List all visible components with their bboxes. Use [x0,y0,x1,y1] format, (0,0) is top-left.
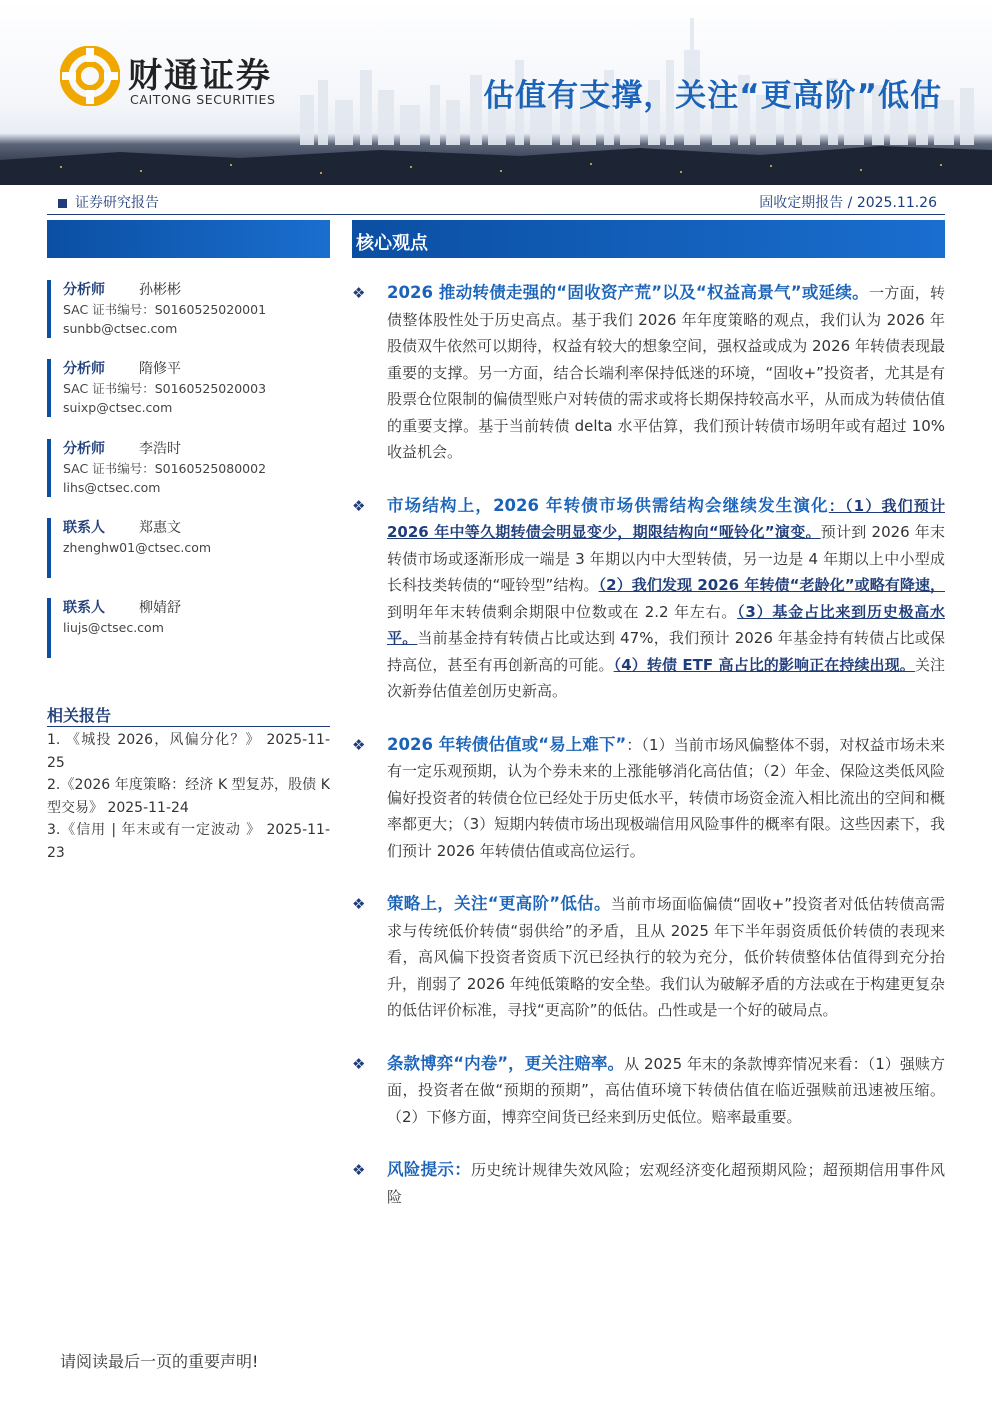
point-headline: 市场结构上，2026 年转债市场供需结构会继续发生演化 [387,495,829,515]
core-views-band [352,220,945,258]
analyst-card [47,598,330,658]
analyst-name: 孙彬彬 [139,282,181,298]
analyst-role: 分析师 [63,361,105,377]
point-headline: 2026 推动转债走强的“固收资产荒”以及“权益高景气”或延续。 [387,283,869,302]
point-body: 到明年年末转债剩余期限中位数或在 2.2 年左右。 [387,602,738,621]
report-type-date: 固收定期报告 / 2025.11.26 [759,195,937,211]
point-emphasis: （3）基金占比来到历史极高水平。 [387,602,945,647]
diamond-bullet-icon: ❖ [352,284,366,302]
related-report-item[interactable]: 1. 《城投 2026，风偏分化？》 2025-11-25 [47,732,330,771]
analyst-card [47,359,330,417]
diamond-bullet-icon: ❖ [352,1161,366,1179]
core-point [352,891,945,1024]
logo-english-name: CAITONG SECURITIES [130,92,276,107]
analyst-header [63,280,330,300]
square-bullet-icon [58,199,67,208]
core-views-heading: 核心观点 [356,233,428,254]
related-report-item[interactable]: 3.《信用 | 年末或有一定波动 》 2025-11-23 [47,822,330,861]
point-body: 当前基金持有转债占比或达到 47%，我们预计 2026 年基金持有转债占比或保持高位，甚至有再创新高的可能。 [387,629,945,674]
analyst-header [63,359,330,379]
core-point [352,493,945,705]
analyst-sac-number: SAC 证书编号：S0160525020003 [63,381,267,396]
point-body: 从 2025 年末的条款博弈情况来看：（1）强赎方面，投资者在做“预期的预期”，高估值环境下转债估值在临近强赎前迅速被压缩。（2）下修方面，博弈空间货已经来到历史低位。赔率最重要。 [387,1054,945,1126]
caitong-logo-icon [60,46,120,106]
point-body: ：（1）当前市场风偏整体不弱，对权益市场未来有一定乐观预期，认为个券未来的上涨能够消化高估值；（2）年金、保险这类低风险偏好投资者的转债仓位已经处于历史低水平，转债市场资金流入相比流出的空间和概率都更大；（3）短期内转债市场出现极端信用风险事件的概率有限。这些因素下，我们预计 2026 年转债估值或高位运行。 [387,735,946,860]
header-banner [0,0,992,185]
report-category-label: 证券研究报告 [75,195,159,211]
core-point [352,1157,945,1210]
report-category [58,192,159,212]
point-body: 预计到 2026 年末转债市场或逐渐形成一端是 3 年期以内中大型转债，另一边是 4 年期以上中小型成长科技类转债的“哑铃型”结构。 [387,523,945,594]
point-body: 关注次新券估值差创历史新高。 [387,655,945,700]
point-body: 当前市场面临偏债“固收+”投资者对低估转债高需求与传统低价转债“弱供给”的矛盾，且从 2025 年下半年弱资质低价转债的表现来看，高风偏下投资者资质下沉已经执行的较为充分，低价转债整体估值得到充分抬升，削弱了 2026 年纯低策略的安全垫。我们认为破解矛盾的方法或在于构建更复杂的低估评价标准，寻找“更高阶”的低估。凸性或是一个好的破局点。 [387,895,945,1019]
analyst-email[interactable]: lihs@ctsec.com [63,480,161,495]
core-point [352,280,945,466]
analyst-name: 李浩时 [139,441,181,457]
related-report-item[interactable]: 2.《2026 年度策略：经济 K 型复苏，股债 K 型交易》 2025-11-24 [47,777,330,816]
related-reports-list [47,729,330,864]
analyst-name: 柳婧舒 [139,600,181,616]
analyst-card [47,280,330,338]
analyst-email[interactable]: zhenghw01@ctsec.com [63,540,212,555]
report-title: 估值有支撑，关注“更高阶”低估 [483,78,942,114]
analyst-header [63,598,330,618]
analyst-role: 联系人 [63,600,105,616]
diamond-bullet-icon: ❖ [352,895,366,913]
point-emphasis: （4）转债 ETF 高占比的影响正在持续出现。 [613,655,915,674]
analyst-sac-number: SAC 证书编号：S0160525020001 [63,302,267,317]
analyst-name: 郑惠文 [139,520,181,536]
analyst-sac-number: SAC 证书编号：S0160525080002 [63,461,267,476]
header-divider [47,214,945,215]
point-body: 历史统计规律失效风险；宏观经济变化超预期风险；超预期信用事件风险 [387,1161,945,1206]
sidebar-header-band [47,220,330,258]
diamond-bullet-icon: ❖ [352,735,366,754]
company-logo [60,44,300,114]
analyst-email[interactable]: liujs@ctsec.com [63,620,164,635]
analyst-role: 分析师 [63,282,105,298]
related-reports-divider [47,726,330,727]
point-emphasis: （2）我们发现 2026 年转债“老龄化”或略有降速， [598,576,945,594]
related-reports-heading: 相关报告 [47,706,112,725]
core-point [352,1051,945,1131]
core-point [352,732,945,865]
analyst-email[interactable]: suixp@ctsec.com [63,400,173,415]
analyst-name: 隋修平 [139,361,181,377]
core-points [352,280,945,1237]
diamond-bullet-icon: ❖ [352,496,366,515]
point-headline: 风险提示： [387,1160,471,1179]
point-emphasis: ：（1）我们预计 2026 年中等久期转债会明显变少，期限结构向“哑铃化”演变。 [387,496,945,541]
point-body: 一方面，转债整体股性处于历史高点。基于我们 2026 年年度策略的观点，我们认为 2026 年股债双牛依然可以期待，权益有较大的想象空间，强权益或成为 2026 年转债表现最重要的支撑。另一方面，结合长端利率保持低迷的环境，“固收+”投资者，尤其是有股票仓位限制的偏债型账户对转债的需求或将长期保持较高水平，从而成为转债估值的重要支撑。基于当前转债 delta 水平估算，我们预计转债市场明年或有超过 10%收益机会。 [387,284,945,461]
disclaimer-notice: 请阅读最后一页的重要声明! [60,1352,259,1371]
logo-chinese-name: 财通证券 [128,56,272,96]
analyst-role: 联系人 [63,520,105,536]
analyst-email[interactable]: sunbb@ctsec.com [63,321,178,336]
point-headline: 条款博弈“内卷”，更关注赔率。 [387,1053,625,1073]
point-headline: 策略上，关注“更高阶”低估。 [387,894,611,913]
diamond-bullet-icon: ❖ [352,1054,366,1073]
analyst-card [47,518,330,578]
analyst-role: 分析师 [63,441,105,457]
point-headline: 2026 年转债估值或“易上难下” [387,734,627,754]
analyst-header [63,518,330,538]
analyst-card [47,439,330,497]
analyst-header [63,439,330,459]
